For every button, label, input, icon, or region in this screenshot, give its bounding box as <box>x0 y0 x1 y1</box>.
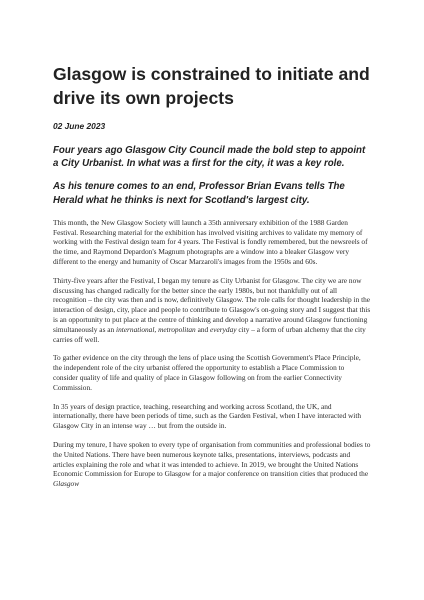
article <box>53 62 371 489</box>
body-paragraph-5 <box>53 440 371 489</box>
body-paragraph-1: This month, the New Glasgow Society will launch a 35th anniversary exhibition of the 1988 Garden Festival. Researching material for the exhibition has involved visiting archives to validate my memory of working with the Festival design team for 4 years. The Festival is fondly remembered, but the newsreels of the time, and Raymond Depardon's Magnum photographs are a window into a bleaker Glasgow very different to the energy and humanity of Oscar Marzaroli's images from the 1950s and 60s. <box>53 217 368 266</box>
paragraph-2-text-b: city – a form of urban alchemy that the city carries off well. <box>53 324 366 344</box>
paragraph-2-text-a: Thirty-five years after the Festival, I began my tenure as City Urbanist for Glasgow. The city we are now discussing has changed radically for the better since the early 1980s, but not thankfully out of all recognition – the city was then and is now, definitively Glasgow. The role calls for thought leadership in the interaction of design, city, place and people to contribute to Glasgow's on-going story and I suggest that this is an opportunity to put place at the centre of thinking and develop a narrative around Glasgow functioning simultaneously as an <box>53 275 371 334</box>
standfirst-summary: As his tenure comes to an end, Professor Brian Evans tells The Herald what he thinks is next for Scotland's largest city. <box>53 181 345 206</box>
paragraph-2-separator-1: , <box>154 324 159 334</box>
article-headline: Glasgow is constrained to initiate and drive its own projects <box>53 64 370 108</box>
body-paragraph-4: In 35 years of design practice, teaching, researching and working across Scotland, the UK, and internationally, there have been periods of time, such as the Garden Festival, when I have interacted with Glasgow City in an intense way … but from the outside in. <box>53 401 362 431</box>
emphasis-international: international <box>116 324 155 334</box>
emphasis-metropolitan: metropolitan <box>158 324 196 334</box>
paragraph-5-text: During my tenure, I have spoken to every type of organisation from communities and professional bodies to the United Nations. There have been numerous keynote talks, presentations, interviews, podcasts and articles explaining the role and what it was intended to achieve. In 2019, we brought the United Nations Economic Commission for Europe to Glasgow for a major conference on transition cities that produced the <box>53 439 371 479</box>
article-date: 02 June 2023 <box>53 121 106 131</box>
emphasis-everyday: everyday <box>210 324 237 334</box>
paragraph-2-separator-2: and <box>195 324 211 334</box>
emphasis-glasgow: Glasgow <box>53 479 80 489</box>
body-paragraph-3: To gather evidence on the city through the lens of place using the Scottish Government's Place Principle, the independent role of the city urbanist offered the opportunity to establish a Place Commission to consider quality of life and quality of place in Glasgow following on from the earlier Connectivity Commission. <box>53 353 361 392</box>
standfirst-intro: Four years ago Glasgow City Council made the bold step to appoint a City Urbanist. In what was a first for the city, it was a key role. <box>53 145 366 170</box>
body-paragraph-2 <box>53 276 371 345</box>
